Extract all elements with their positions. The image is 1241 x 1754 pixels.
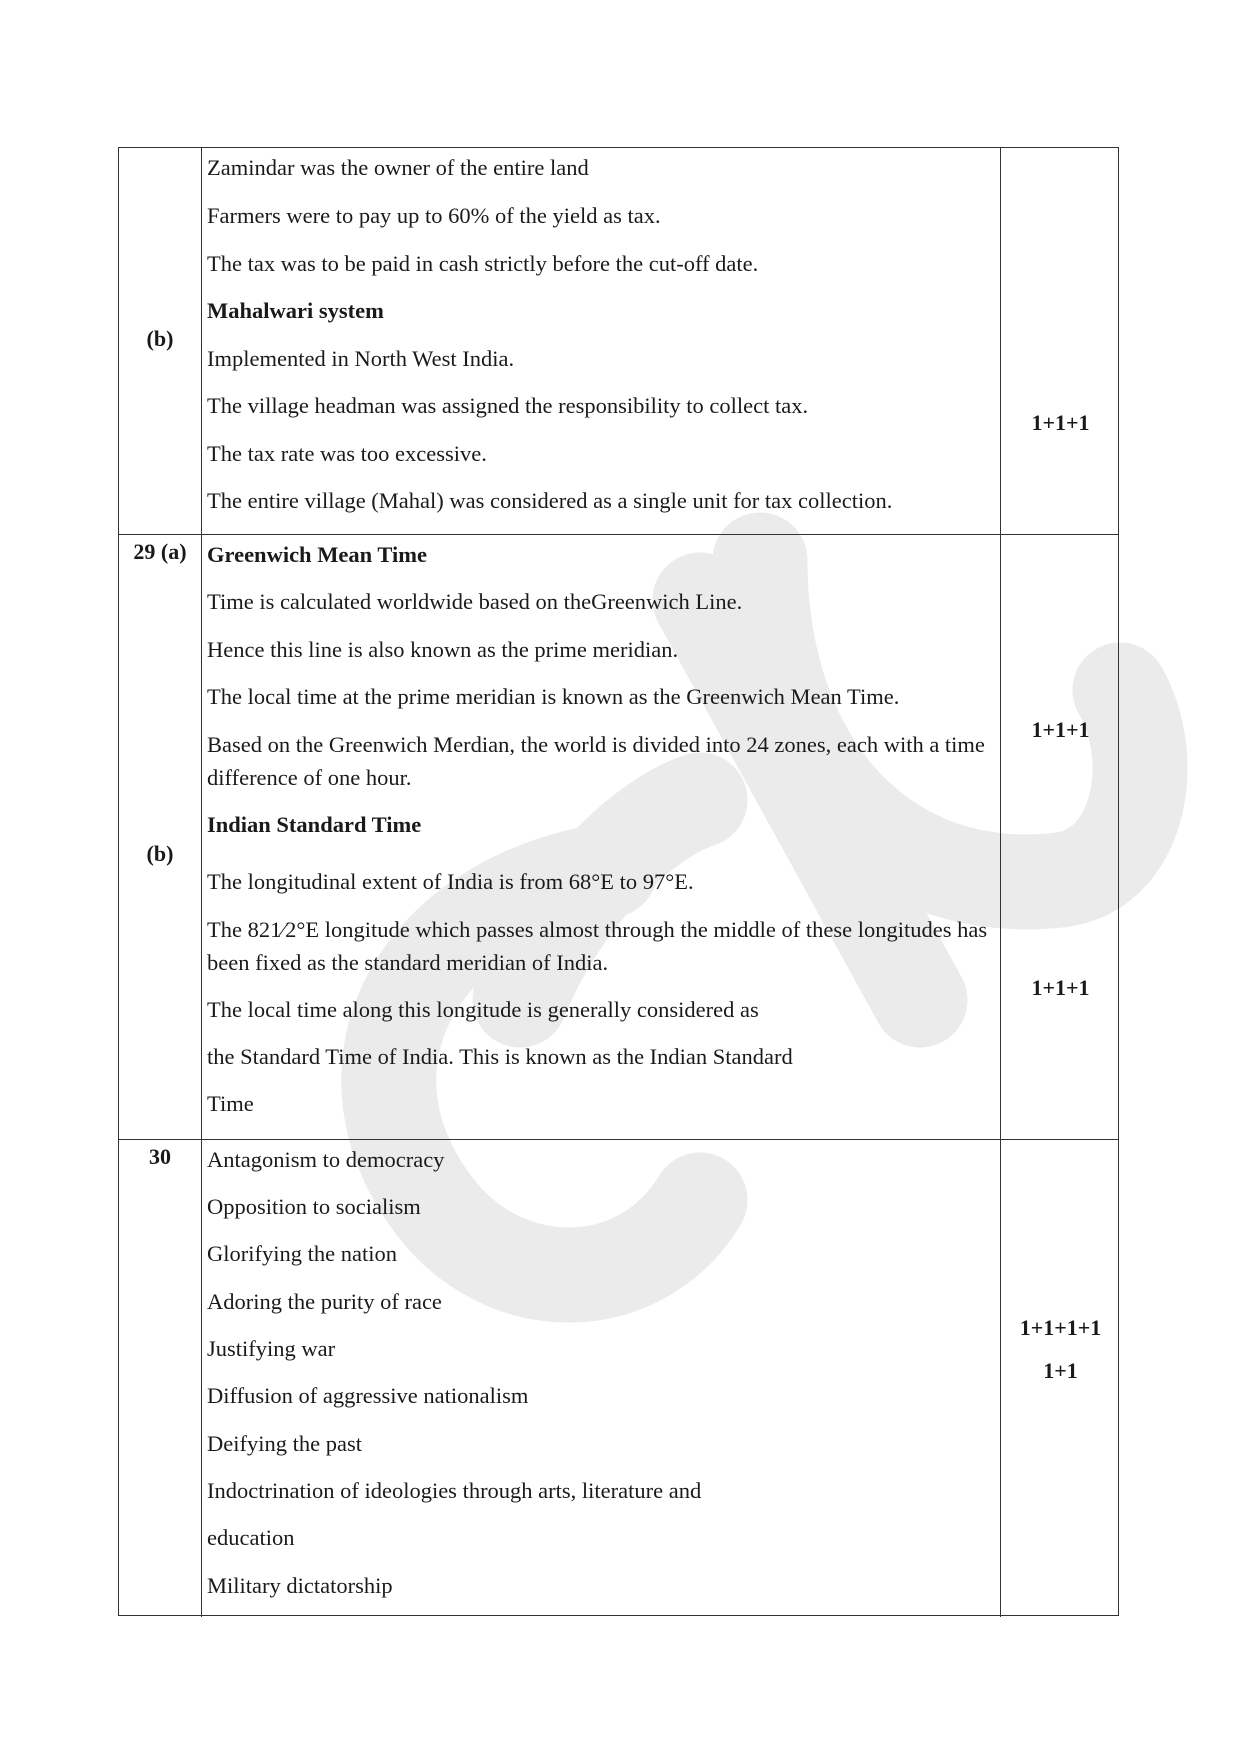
answer-heading: Indian Standard Time	[207, 812, 422, 837]
marks-value: 1+1+1	[1031, 975, 1090, 1000]
answer-line: Implemented in North West India.	[207, 346, 515, 371]
table-row	[119, 535, 1118, 1140]
question-number: (b)	[146, 326, 174, 351]
answer-table	[118, 147, 1119, 1616]
table-row	[119, 1140, 1118, 1617]
answer-line: Time	[207, 1091, 254, 1116]
answer-line: The local time along this longitude is generally considered as	[207, 997, 759, 1022]
answer-line: Adoring the purity of race	[207, 1289, 442, 1314]
answer-line: The longitudinal extent of India is from 68°E to 97°E.	[207, 869, 694, 894]
question-number: 29 (a)	[133, 539, 187, 564]
question-number: 30	[149, 1144, 171, 1169]
answer-line: The local time at the prime meridian is known as the Greenwich Mean Time.	[207, 684, 900, 709]
answer-line: Hence this line is also known as the prime meridian.	[207, 637, 679, 662]
marks-value: 1+1+1	[1031, 717, 1090, 742]
answer-line: Antagonism to democracy	[207, 1147, 445, 1172]
answer-line: Justifying war	[207, 1336, 336, 1361]
answer-line: Based on the Greenwich Merdian, the world is divided into 24 zones, each with a time difference of one hour.	[207, 732, 985, 790]
answer-line: Indoctrination of ideologies through arts, literature and	[207, 1478, 702, 1503]
question-number: (b)	[146, 841, 174, 866]
answer-line: The entire village (Mahal) was considered as a single unit for tax collection.	[207, 488, 893, 513]
answer-line: Time is calculated worldwide based on theGreenwich Line.	[207, 589, 743, 614]
answer-line: Military dictatorship	[207, 1573, 393, 1598]
marks-value: 1+1+1+1	[1019, 1315, 1102, 1340]
answer-line: Diffusion of aggressive nationalism	[207, 1383, 529, 1408]
answer-line: Glorifying the nation	[207, 1241, 397, 1266]
answer-line: Deifying the past	[207, 1431, 362, 1456]
answer-line: The tax was to be paid in cash strictly before the cut-off date.	[207, 251, 759, 276]
answer-line: Farmers were to pay up to 60% of the yield as tax.	[207, 203, 661, 228]
answer-heading: Greenwich Mean Time	[207, 542, 427, 567]
answer-line: Zamindar was the owner of the entire land	[207, 155, 589, 180]
table-row	[119, 148, 1118, 535]
answer-line: The village headman was assigned the responsibility to collect tax.	[207, 393, 809, 418]
answer-line: the Standard Time of India. This is known as the Indian Standard	[207, 1044, 793, 1069]
answer-line: education	[207, 1525, 295, 1550]
marks-value: 1+1+1	[1031, 410, 1090, 435]
marks-value: 1+1	[1043, 1358, 1078, 1383]
answer-line: Opposition to socialism	[207, 1194, 421, 1219]
answer-line: The 821⁄2°E longitude which passes almost through the middle of these longitudes has been fixed as the standard meridian of India.	[207, 917, 988, 975]
answer-heading: Mahalwari system	[207, 298, 384, 323]
answer-line: The tax rate was too excessive.	[207, 441, 487, 466]
